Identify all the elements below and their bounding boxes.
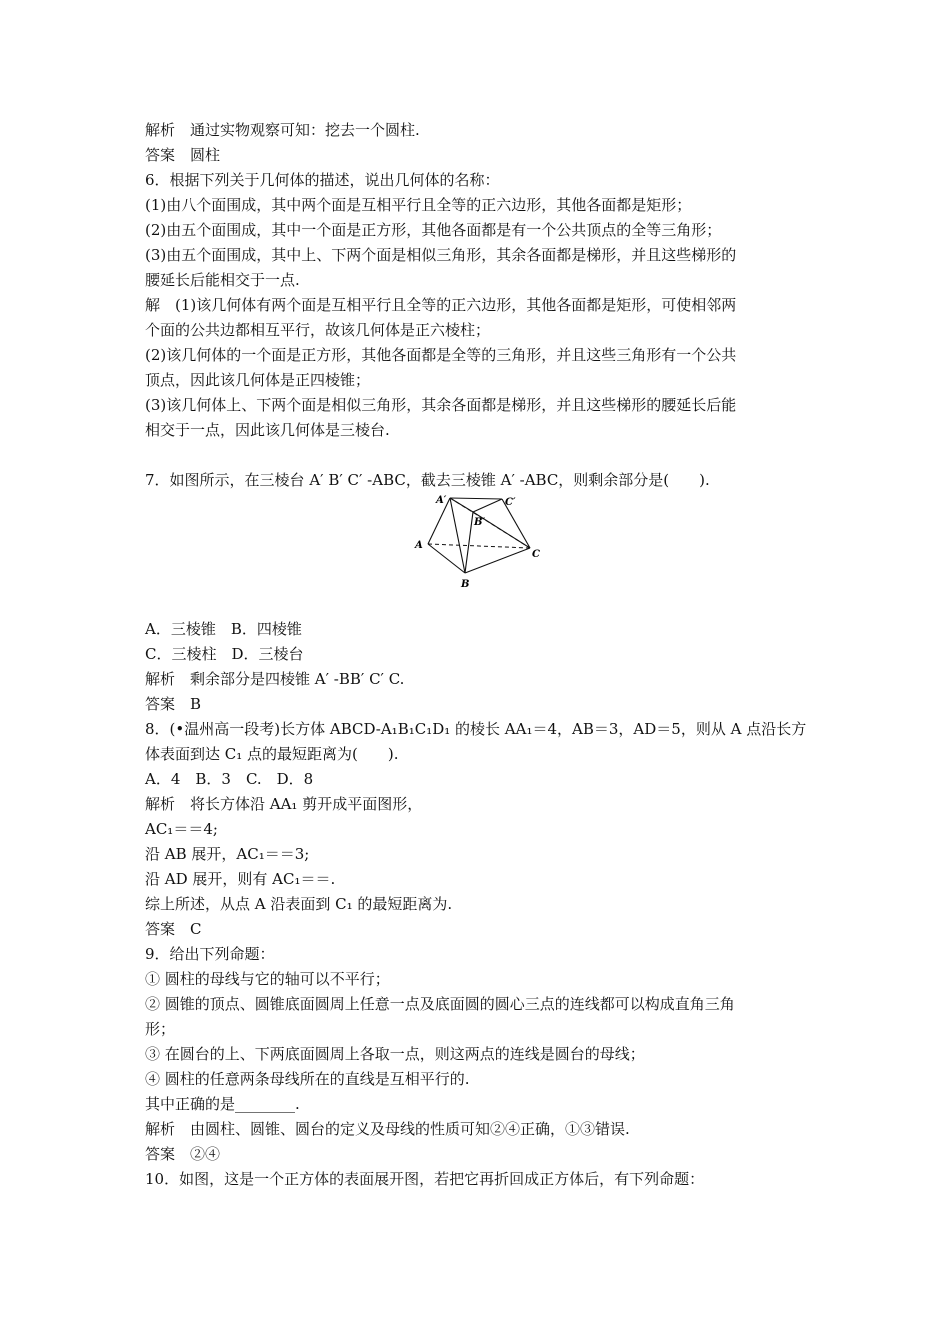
edge-ap-b bbox=[450, 498, 465, 573]
option-line: C．三棱柱 D．三棱台 bbox=[145, 645, 304, 663]
text-line: 形； bbox=[145, 1020, 176, 1038]
answer-line: 答案 C bbox=[145, 920, 202, 938]
label-b-prime: B′ bbox=[474, 517, 486, 528]
text-line: 综上所述，从点 A 沿表面到 C₁ 的最短距离为. bbox=[145, 895, 453, 913]
answer-line: 答案 B bbox=[145, 695, 202, 713]
question-9-stem: 9．给出下列命题： bbox=[145, 945, 275, 963]
frustum-diagram bbox=[410, 495, 550, 611]
analysis-line: 解析 由圆柱、圆锥、圆台的定义及母线的性质可知②④正确，①③错误. bbox=[145, 1120, 630, 1138]
edge-a-b bbox=[428, 544, 465, 573]
text-line: (3)该几何体上、下两个面是相似三角形，其余各面都是梯形，并且这些梯形的腰延长后能 bbox=[145, 396, 737, 414]
label-a-prime: A′ bbox=[436, 495, 447, 506]
question-8-stem: 8．(•温州高一段考)长方体 ABCD-A₁B₁C₁D₁ 的棱长 AA₁＝4，AB＝3，AD＝5，则从 A 点沿长方 bbox=[145, 720, 807, 738]
option-line: A．4 B．3 C. D．8 bbox=[145, 770, 314, 788]
spacer bbox=[145, 443, 825, 468]
text-line: 相交于一点，因此该几何体是三棱台. bbox=[145, 421, 390, 439]
text-line: ① 圆柱的母线与它的轴可以不平行； bbox=[145, 970, 390, 988]
question-7-stem: 7．如图所示，在三棱台 A′ B′ C′ -ABC，截去三棱锥 A′ -ABC，则剩余部分是( ). bbox=[145, 471, 710, 489]
edge-a-c-hidden bbox=[428, 544, 530, 548]
frustum-figure bbox=[145, 495, 825, 613]
edge-ap-cp bbox=[450, 498, 502, 499]
text-line: AC₁＝＝4; bbox=[145, 820, 218, 838]
text-line: (3)由五个面围成，其中上、下两个面是相似三角形，其余各面都是梯形，并且这些梯形的 bbox=[145, 246, 737, 264]
text-line: 腰延长后能相交于一点. bbox=[145, 271, 300, 289]
label-c: C bbox=[532, 549, 540, 560]
text-line: (2)该几何体的一个面是正方形，其他各面都是全等的三角形，并且这些三角形有一个公共 bbox=[145, 346, 737, 364]
text-line: ② 圆锥的顶点、圆锥底面圆周上任意一点及底面圆的圆心三点的连线都可以构成直角三角 bbox=[145, 995, 735, 1013]
text-line: 其中正确的是________. bbox=[145, 1095, 300, 1113]
text-line: 顶点，因此该几何体是正四棱锥； bbox=[145, 371, 371, 389]
text-line: (2)由五个面围成，其中一个面是正方形，其他各面都是有一个公共顶点的全等三角形； bbox=[145, 221, 722, 239]
option-line: A．三棱锥 B．四棱锥 bbox=[145, 620, 302, 638]
text-line: 体表面到达 C₁ 点的最短距离为( ). bbox=[145, 745, 399, 763]
text-line: 个面的公共边都相互平行，故该几何体是正六棱柱； bbox=[145, 321, 491, 339]
edge-bp-cp bbox=[473, 499, 502, 512]
text-line: ④ 圆柱的任意两条母线所在的直线是互相平行的. bbox=[145, 1070, 470, 1088]
text-line: 沿 AD 展开，则有 AC₁＝＝. bbox=[145, 870, 336, 888]
text-line: 沿 AB 展开，AC₁＝＝3; bbox=[145, 845, 310, 863]
analysis-line: 解析 剩余部分是四棱锥 A′ -BB′ C′ C. bbox=[145, 670, 405, 688]
edge-b-c bbox=[465, 548, 530, 573]
document-page bbox=[145, 118, 825, 1192]
text-line: 解 (1)该几何体有两个面是互相平行且全等的正六边形，其他各面都是矩形，可使相邻两 bbox=[145, 296, 737, 314]
question-6-stem: 6．根据下列关于几何体的描述，说出几何体的名称： bbox=[145, 171, 500, 189]
text-line: ③ 在圆台的上、下两底面圆周上各取一点，则这两点的连线是圆台的母线； bbox=[145, 1045, 645, 1063]
text-line: 解析 通过实物观察可知：挖去一个圆柱. bbox=[145, 121, 420, 139]
question-10-stem: 10．如图，这是一个正方体的表面展开图，若把它再折回成正方体后，有下列命题： bbox=[145, 1170, 705, 1188]
label-b: B bbox=[461, 579, 470, 590]
edge-bp-b bbox=[465, 512, 473, 573]
analysis-line: 解析 将长方体沿 AA₁ 剪开成平面图形， bbox=[145, 795, 423, 813]
text-line: (1)由八个面围成，其中两个面是互相平行且全等的正六边形，其他各面都是矩形； bbox=[145, 196, 692, 214]
label-a: A bbox=[415, 540, 423, 551]
label-c-prime: C′ bbox=[505, 497, 516, 508]
answer-line: 答案 ②④ bbox=[145, 1145, 221, 1163]
text-line: 答案 圆柱 bbox=[145, 146, 221, 164]
